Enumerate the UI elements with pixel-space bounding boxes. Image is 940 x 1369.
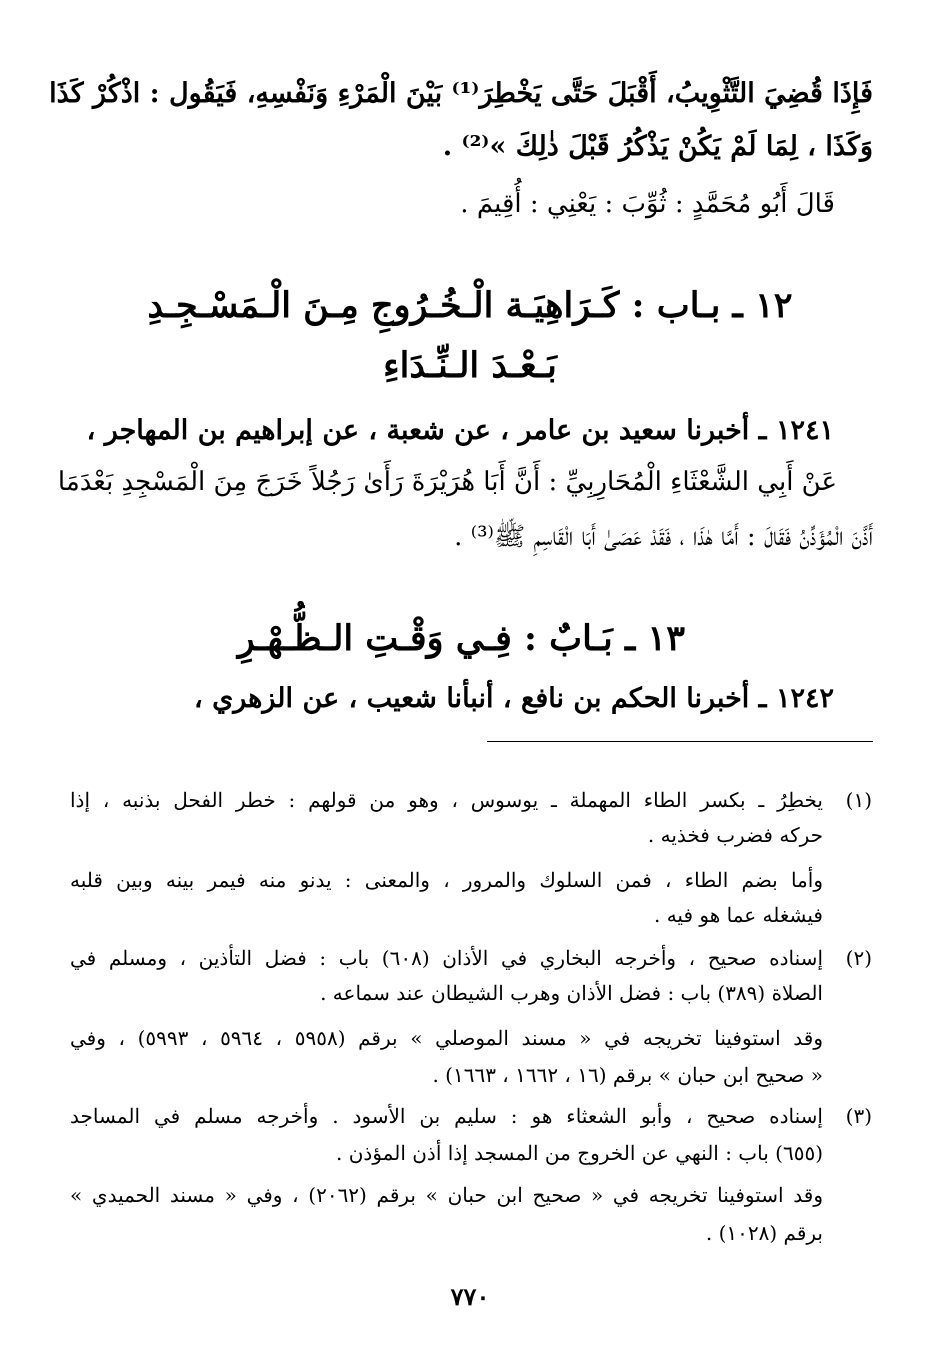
footnote-number: (٣) xyxy=(845,1104,872,1128)
hadith-text-line: وَكَذَا ، لِمَا لَمْ يَكُنْ يَذْكُرُ قَبْلَ ذٰلِكَ »⁽²⁾ . xyxy=(442,131,873,162)
footnote-line: برقم (١٠٢٨) . xyxy=(705,1221,823,1245)
chapter-heading: ١٣ ـ بَـابٌ : فِـي وَقْـتِ الـظُّـهْـرِ xyxy=(237,618,685,659)
footnote-line: فيشغله عما هو فيه . xyxy=(653,903,823,927)
page-number: ٧٧٠ xyxy=(450,1282,490,1311)
footnote-line: حركه فضرب فخذيه . xyxy=(647,823,823,847)
footnote-divider xyxy=(487,741,873,742)
hadith-text-line: أَذَّنَ الْمُؤَذِّنُ فَقَالَ : أَمَّا هٰذَا ، فَقَدْ عَصَىٰ أَبَا الْقَاسِمِ ﷺ⁽³⁾ . xyxy=(454,522,873,552)
footnote-line: وقد استوفينا تخريجه في « مسند الموصلي » برقم (٥٩٥٨ ، ٥٩٦٤ ، ٥٩٩٣) ، وفي xyxy=(70,1026,824,1050)
footnote-line: إسناده صحيح ، وأخرجه البخاري في الأذان (٦٠٨) باب : فضل التأذين ، ومسلم في xyxy=(70,946,823,970)
footnote-line: الصلاة (٣٨٩) باب : فضل الأذان وهرب الشيطان عند سماعه . xyxy=(320,981,823,1005)
footnote-line: وقد استوفينا تخريجه في « صحيح ابن حبان » برقم (٢٠٦٢) ، وفي « مسند الحميدي » xyxy=(70,1183,823,1207)
footnote-line: (٦٥٥) باب : النهي عن الخروج من المسجد إذا أذن المؤذن . xyxy=(336,1141,823,1165)
footnote-line: « صحيح ابن حبان » برقم (١٦ ، ١٦٦٢ ، ١٦٦٣) . xyxy=(432,1063,823,1087)
hadith-text-line: فَإِذَا قُضِيَ التَّثْوِيبُ، أَقْبَلَ حَتَّى يَخْطِرَ⁽¹⁾ بَيْنَ الْمَرْءِ وَنَفْسِهِ، فَيَقُول : اذْكُرْ كَذَا xyxy=(49,78,873,109)
footnote-line: وأما بضم الطاء ، فمن السلوك والمرور ، والمعنى : يدنو منه فيمر بينه وبين قلبه xyxy=(70,868,823,892)
author-comment: قَالَ أَبُو مُحَمَّدٍ : ثُوِّبَ : يَعْنِي : أُقِيمَ . xyxy=(460,189,835,219)
footnote-line: يخطِرُ ـ بكسر الطاء المهملة ـ يوسوس ، وهو من قولهم : خطر الفحل بذنبه ، إذا xyxy=(70,788,823,812)
chapter-heading: ١٢ ـ بـاب : كَـرَاهِيَـة الْـخُـرُوجِ مِـنَ الْـمَسْـجِـدِ xyxy=(147,285,793,326)
chapter-heading-continuation: بَـعْـدَ الـنِّـدَاءِ xyxy=(383,345,557,386)
hadith-text-line: عَنْ أَبِي الشَّعْثَاءِ الْمُحَارِبِيِّ : أَنَّ أَبَا هُرَيْرَةَ رَأَىٰ رَجُلاً خَرَجَ مِنَ الْمَسْجِدِ بَعْدَمَا xyxy=(57,467,837,497)
footnote-line: إسناده صحيح ، وأبو الشعثاء هو : سليم بن الأسود . وأخرجه مسلم في المساجد xyxy=(70,1104,823,1128)
footnote-number: (١) xyxy=(845,788,872,812)
hadith-isnad: ١٢٤١ ـ أخبرنا سعيد بن عامر ، عن شعبة ، عن إبراهيم بن المهاجر ، xyxy=(86,415,834,446)
hadith-isnad: ١٢٤٢ ـ أخبرنا الحكم بن نافع ، أنبأنا شعيب ، عن الزهري ، xyxy=(194,683,834,714)
footnote-number: (٢) xyxy=(845,946,872,970)
